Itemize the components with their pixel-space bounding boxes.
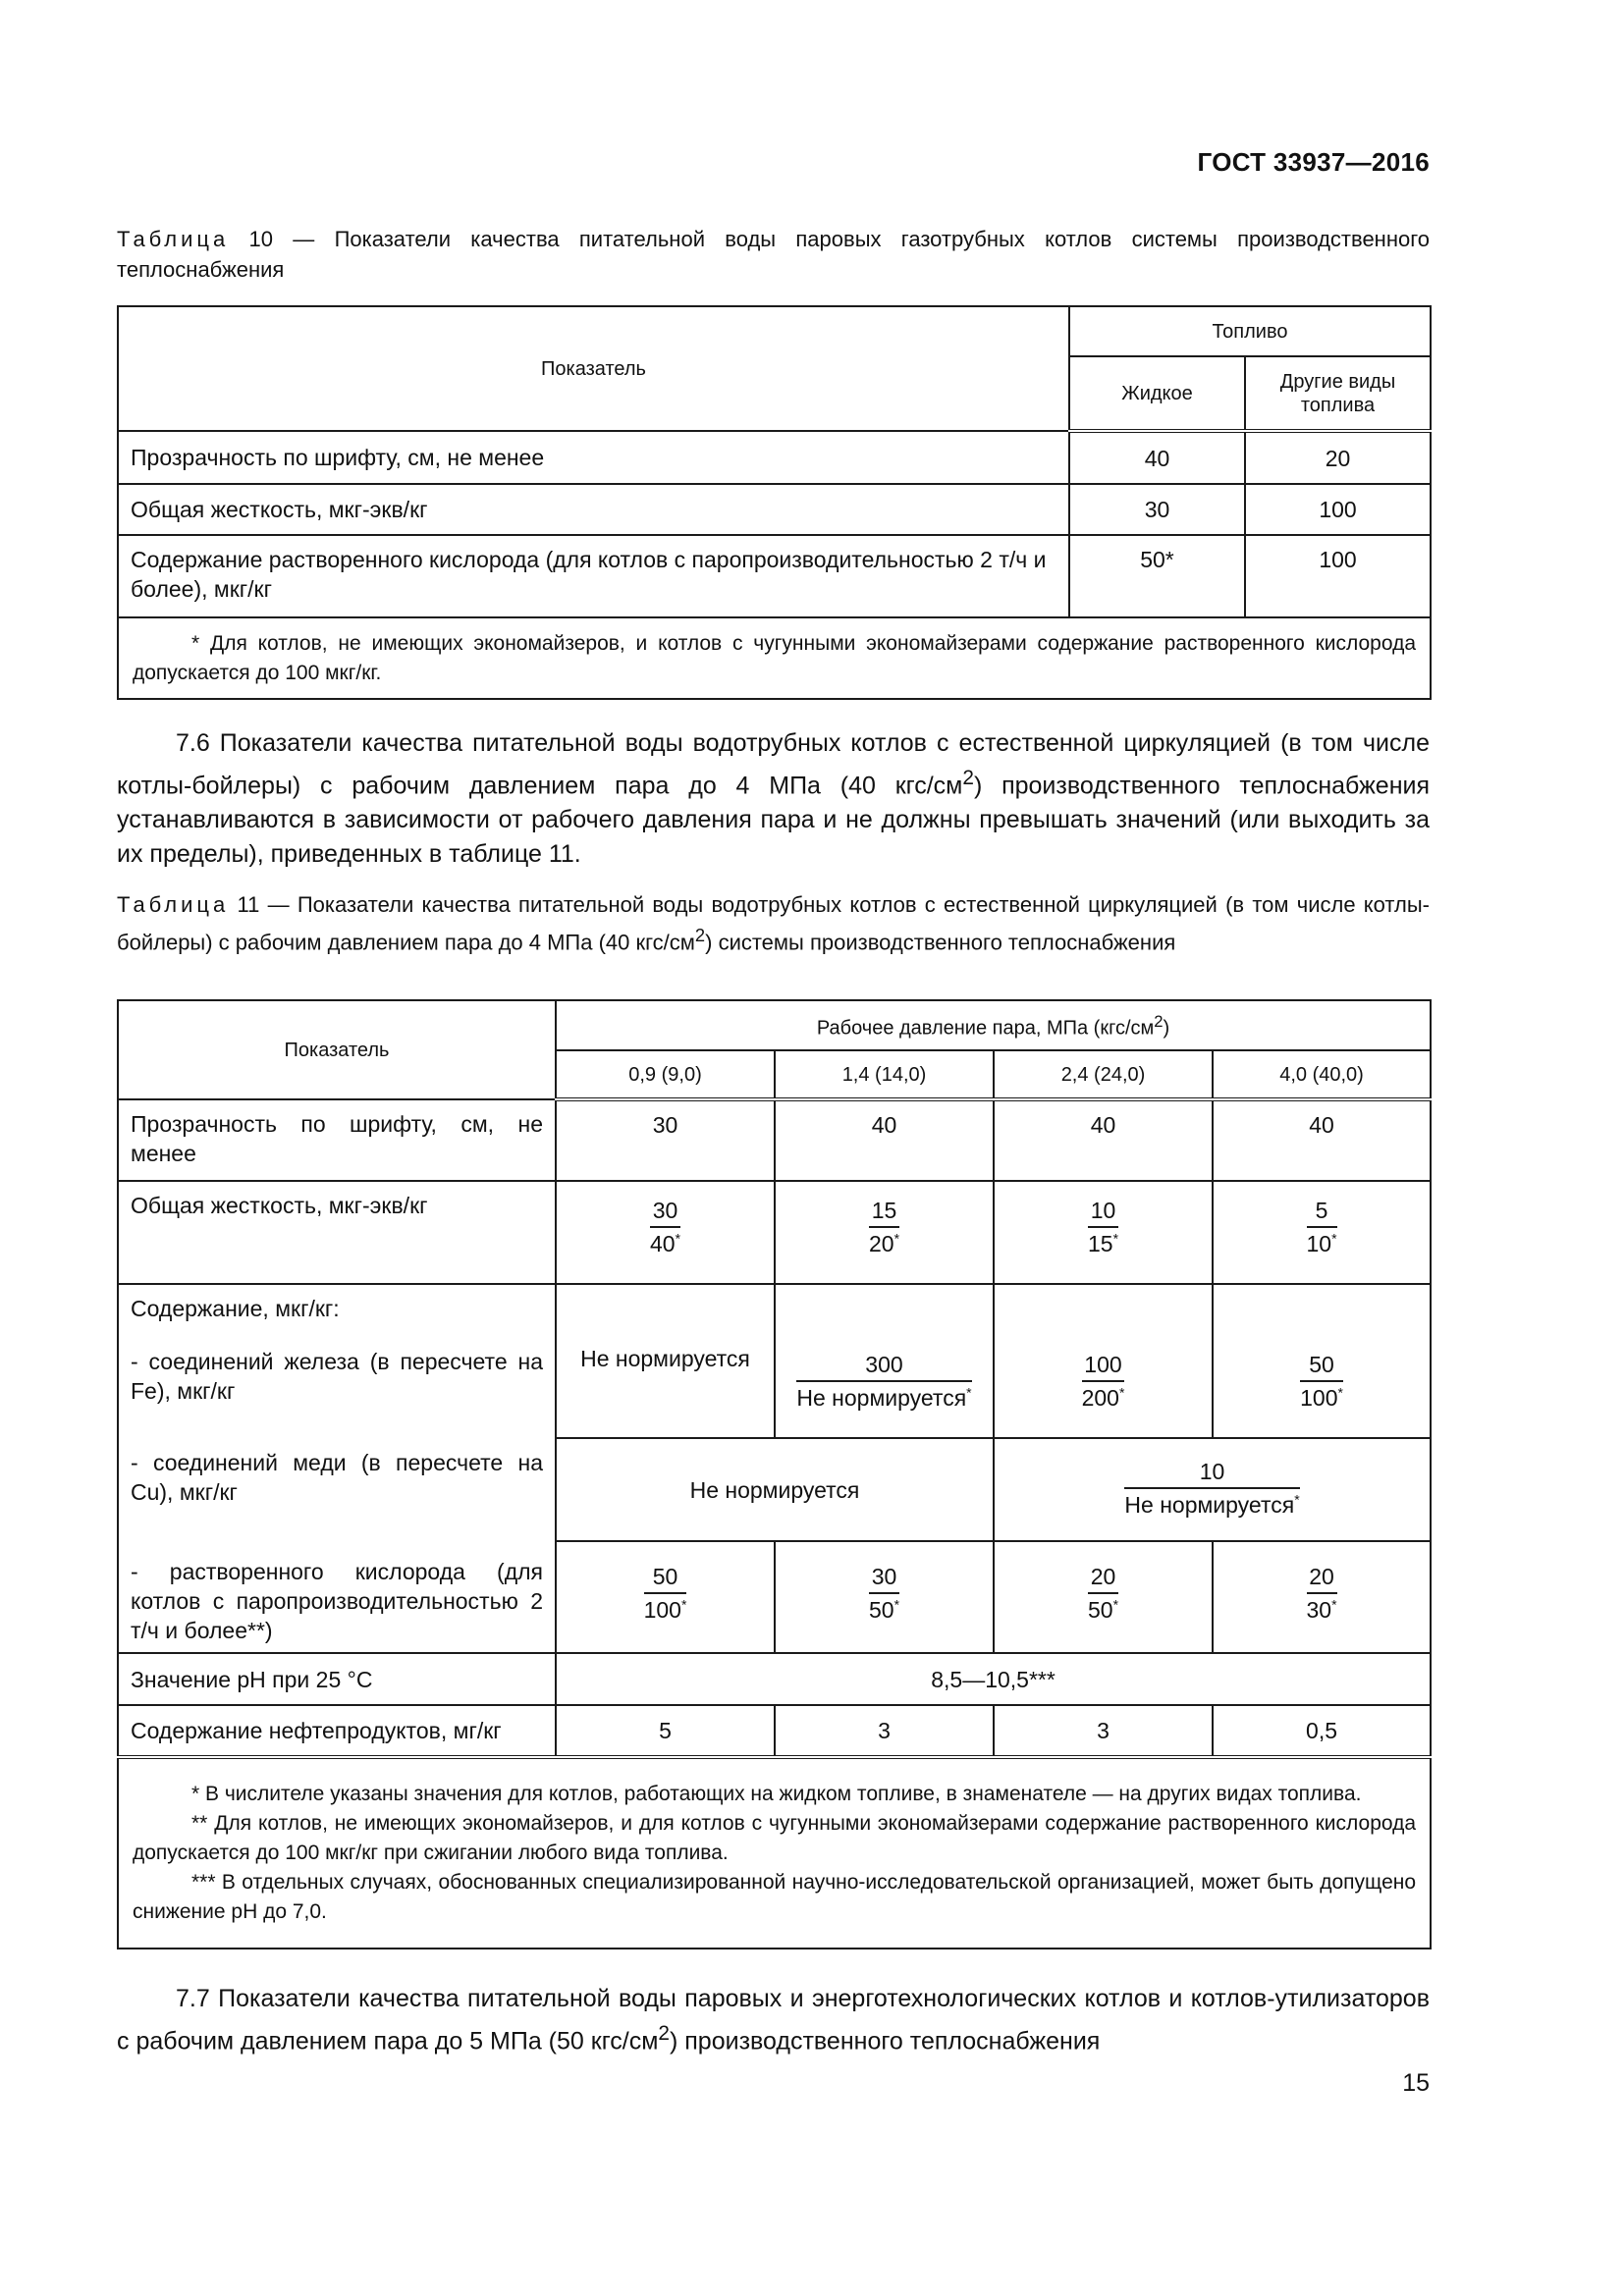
table11-cell (775, 1181, 994, 1284)
paragraph-7-6-text: ) производственного теплоснабжения устанавливаются в зависимости от рабочего давления пара и не должны превышать значений (или выходить за их пределы), приведенных в таблице 11. (117, 772, 1431, 869)
table11-cell (994, 1181, 1213, 1284)
table11-caption-text: ) системы производственного теплоснабжения (705, 930, 1176, 955)
table11-footnotes (118, 1757, 1431, 1949)
table10-cell: 100 (1245, 484, 1431, 535)
table11-pressure-col: 4,0 (40,0) (1213, 1050, 1431, 1099)
fraction-denominator-value: 50 (868, 1597, 894, 1623)
fraction-denominator (1124, 1489, 1299, 1520)
table11-caption-label: Таблица (117, 892, 230, 917)
table11-row-name: Общая жесткость, мкг-экв/кг (118, 1181, 556, 1284)
fraction (1124, 1457, 1299, 1520)
fraction-denominator-value: Не нормируется (1124, 1492, 1295, 1518)
fraction (650, 1196, 680, 1258)
table10-row-name: Прозрачность по шрифту, см, не менее (118, 431, 1069, 484)
fraction-denominator-value: 10 (1306, 1231, 1332, 1256)
fraction-denominator (1088, 1594, 1118, 1625)
table11-cell: 3 (775, 1705, 994, 1757)
table11-header-pressure (556, 1000, 1431, 1050)
fraction-numerator: 30 (650, 1196, 680, 1228)
page-number: 15 (1402, 2069, 1430, 2097)
fraction-denominator-value: 20 (868, 1231, 894, 1256)
fraction-denominator (1300, 1382, 1343, 1413)
fraction-numerator: 50 (644, 1562, 687, 1594)
fraction-numerator: 300 (796, 1350, 971, 1382)
fraction-denominator (650, 1228, 680, 1258)
table11-row-name (118, 1284, 556, 1438)
fraction-numerator: 100 (1082, 1350, 1125, 1382)
table10-row-name: Общая жесткость, мкг-экв/кг (118, 484, 1069, 535)
superscript: 2 (658, 2022, 670, 2045)
table11-cell: 40 (1213, 1099, 1431, 1181)
fraction-numerator: 5 (1307, 1196, 1337, 1228)
fraction-numerator: 30 (869, 1562, 899, 1594)
table11-cell: 5 (556, 1705, 775, 1757)
superscript: 2 (694, 925, 706, 945)
fraction (1088, 1196, 1118, 1258)
paragraph-7-7-text: 7.7 Показатели качества питательной воды паровых и энерготехнологических котлов и котлов-утилизаторов с рабочим давлением пара до 5 МПа (50 кгс/см (117, 1985, 1430, 2056)
asterisk: * (1337, 1384, 1343, 1401)
fraction-denominator-value: 100 (1300, 1385, 1338, 1411)
fraction (796, 1350, 971, 1413)
superscript: 2 (1154, 1012, 1164, 1032)
fraction-denominator (644, 1594, 687, 1625)
asterisk: * (675, 1230, 681, 1247)
fraction-denominator (1307, 1228, 1337, 1258)
table-11 (117, 999, 1432, 1949)
table-10 (117, 305, 1432, 700)
table11-pressure-col: 1,4 (14,0) (775, 1050, 994, 1099)
table11-cell: 3 (994, 1705, 1213, 1757)
iron-row-name: - соединений железа (в пересчете на Fe), мкг/кг (131, 1349, 543, 1404)
table10-header-fuel: Топливо (1069, 306, 1431, 356)
table11-header-pressure-text: ) (1163, 1017, 1170, 1040)
fraction-denominator-value: 50 (1087, 1597, 1113, 1623)
table11-footnote: * В числителе указаны значения для котлов, работающих на жидком топливе, в знаменателе — на других видах топлива. (191, 1783, 1362, 1805)
table11-row-name: Прозрачность по шрифту, см, не менее (118, 1099, 556, 1181)
table10-cell: 20 (1245, 431, 1431, 484)
fraction-denominator (1307, 1594, 1337, 1625)
fraction-numerator: 10 (1088, 1196, 1118, 1228)
fraction (1088, 1562, 1118, 1625)
fraction-numerator: 50 (1300, 1350, 1343, 1382)
table11-cell: 40 (775, 1099, 994, 1181)
fraction-denominator-value: 30 (1306, 1597, 1332, 1623)
table11-caption (117, 889, 1430, 957)
fraction-denominator-value: Не нормируется (796, 1385, 967, 1411)
asterisk: * (1331, 1230, 1337, 1247)
table11-row-name: - растворенного кислорода (для котлов с паропроизводительностью 2 т/ч и более**) (118, 1541, 556, 1653)
fraction-numerator: 15 (869, 1196, 899, 1228)
fraction-denominator (796, 1382, 971, 1413)
table11-cell (1213, 1284, 1431, 1438)
table11-cell: 30 (556, 1099, 775, 1181)
document-code: ГОСТ 33937—2016 (1197, 147, 1430, 177)
asterisk: * (1294, 1491, 1300, 1508)
table11-cell (994, 1541, 1213, 1653)
fraction (1307, 1562, 1337, 1625)
fraction-denominator (869, 1228, 899, 1258)
paragraph-7-6-text: 7.6 Показатели качества питательной воды водотрубных котлов с естественной циркуляцией (в том числе котлы-бойлеры) с рабочим давлением пара до 4 МПа (40 кгс/см (117, 729, 1430, 800)
table10-footnote-text: * Для котлов, не имеющих экономайзеров, и котлов с чугунными экономайзерами содержание растворенного кислорода допускается до 100 мкг/кг. (133, 631, 1417, 684)
fraction (1082, 1350, 1125, 1413)
superscript: 2 (962, 767, 974, 789)
fraction-denominator-value: 100 (643, 1597, 681, 1623)
asterisk: * (1118, 1384, 1125, 1401)
fraction-denominator (869, 1594, 899, 1625)
table10-footnote (118, 617, 1431, 699)
table11-cell (994, 1438, 1431, 1541)
table11-row-name: Значение pH при 25 °С (118, 1653, 556, 1705)
table10-caption (117, 224, 1430, 285)
table11-cell (1213, 1181, 1431, 1284)
fraction (869, 1562, 899, 1625)
table10-cell: 40 (1069, 431, 1245, 484)
table10-header-other: Другие виды топлива (1245, 356, 1431, 431)
asterisk: * (680, 1596, 687, 1613)
table11-cell: Не нормируется (556, 1438, 994, 1541)
table11-cell: 0,5 (1213, 1705, 1431, 1757)
fraction (1300, 1350, 1343, 1413)
table11-pressure-col: 0,9 (9,0) (556, 1050, 775, 1099)
table10-header-liquid: Жидкое (1069, 356, 1245, 431)
table11-footnote: *** В отдельных случаях, обоснованных специализированной научно-исследовательской организацией, может быть допущено снижение pH до 7,0. (133, 1871, 1417, 1923)
table11-cell: 40 (994, 1099, 1213, 1181)
table10-cell: 100 (1245, 535, 1431, 617)
table10-row-name: Содержание растворенного кислорода (для котлов с паропроизводительностью 2 т/ч и более), мкг/кг (118, 535, 1069, 617)
table11-footnote: ** Для котлов, не имеющих экономайзеров, и для котлов с чугунными экономайзерами содержание растворенного кислорода допускается до 100 мкг/кг при сжигании любого вида топлива. (133, 1812, 1417, 1864)
fraction-denominator (1088, 1228, 1118, 1258)
table11-row-name: Содержание нефтепродуктов, мг/кг (118, 1705, 556, 1757)
table10-cell: 30 (1069, 484, 1245, 535)
paragraph-7-7-text: ) производственного теплоснабжения (670, 2027, 1101, 2056)
asterisk: * (893, 1230, 900, 1247)
table11-cell: Не нормируется (556, 1284, 775, 1438)
table10-cell: 50* (1069, 535, 1245, 617)
paragraph-7-6 (117, 726, 1430, 872)
table11-cell (994, 1284, 1213, 1438)
table10-caption-label: Таблица (117, 227, 230, 251)
table11-cell (775, 1284, 994, 1438)
paragraph-7-7 (117, 1982, 1430, 2058)
table11-cell (1213, 1541, 1431, 1653)
table11-header-pressure-text: Рабочее давление пара, МПа (кгс/см (816, 1017, 1155, 1040)
fraction-numerator: 20 (1088, 1562, 1118, 1594)
fraction-denominator-value: 40 (649, 1231, 676, 1256)
asterisk: * (1112, 1596, 1119, 1613)
fraction-numerator: 10 (1124, 1457, 1299, 1489)
table11-cell: 8,5—10,5*** (556, 1653, 1431, 1705)
asterisk: * (1331, 1596, 1337, 1613)
asterisk: * (893, 1596, 900, 1613)
asterisk: * (966, 1384, 972, 1401)
fraction (644, 1562, 687, 1625)
table10-header-indicator: Показатель (118, 306, 1069, 431)
table11-cell (775, 1541, 994, 1653)
table11-caption-text: 11 — Показатели качества питательной воды водотрубных котлов с естественной циркуляцией (в том числе котлы-бойлеры) с рабочим давлением пара до 4 МПа (40 кгс/см (117, 892, 1430, 955)
asterisk: * (1112, 1230, 1119, 1247)
fraction (869, 1196, 899, 1258)
table11-header-indicator: Показатель (118, 1000, 556, 1099)
fraction-denominator (1082, 1382, 1125, 1413)
table11-cell (556, 1541, 775, 1653)
fraction-denominator-value: 15 (1087, 1231, 1113, 1256)
fraction-numerator: 20 (1307, 1562, 1337, 1594)
table10-caption-text: 10 — Показатели качества питательной воды паровых газотрубных котлов системы производственного теплоснабжения (117, 227, 1430, 282)
fraction (1307, 1196, 1337, 1258)
table11-pressure-col: 2,4 (24,0) (994, 1050, 1213, 1099)
fraction-denominator-value: 200 (1081, 1385, 1119, 1411)
table11-cell (556, 1181, 775, 1284)
table11-row-name: - соединений меди (в пересчете на Cu), мкг/кг (118, 1438, 556, 1541)
content-title: Содержание, мкг/кг: (131, 1296, 340, 1321)
